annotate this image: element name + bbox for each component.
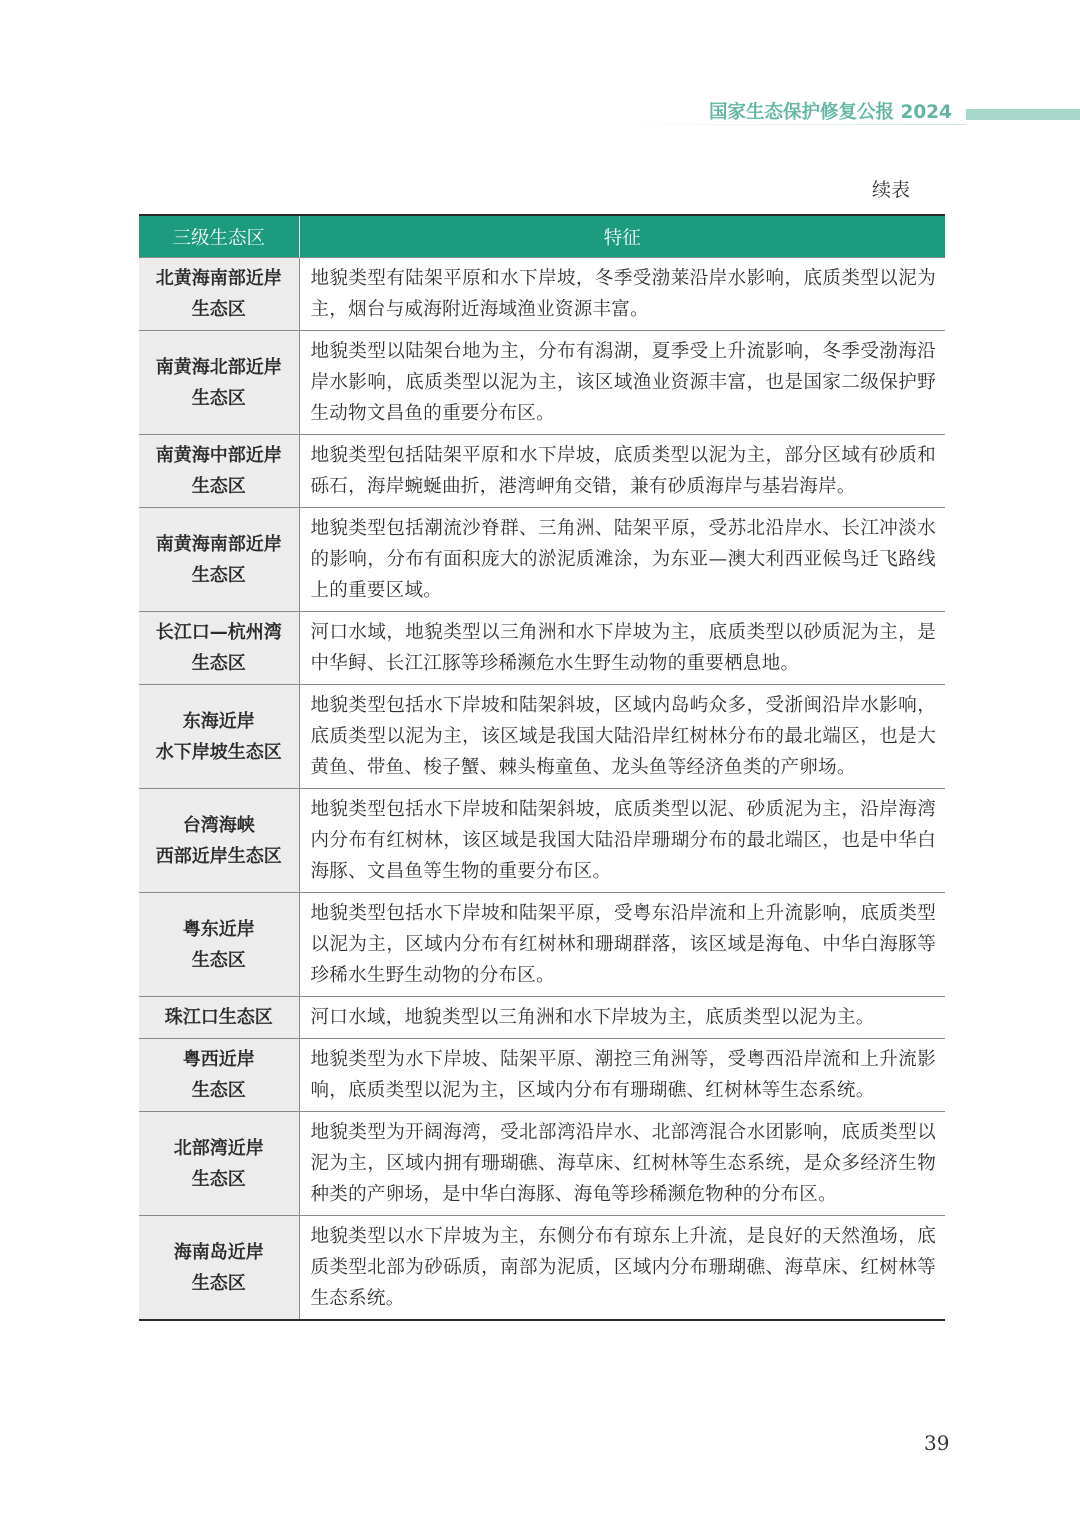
zone-name-cell	[139, 258, 299, 331]
zone-name-line: 粤西近岸	[182, 1049, 255, 1070]
zone-name-cell	[139, 331, 299, 435]
zone-name-line: 水下岸坡生态区	[155, 741, 282, 763]
zone-name-line: 生态区	[191, 387, 246, 409]
zone-name-line: 粤东近岸	[182, 918, 255, 940]
zone-name-line: 生态区	[191, 1168, 246, 1190]
feature-description-cell: 地貌类型为水下岸坡、陆架平原、潮控三角洲等，受粤西沿岸流和上升流影响，底质类型以泥为主，区域内分布有珊瑚礁、红树林等生态系统。	[299, 1039, 945, 1112]
zone-name-line: 南黄海中部近岸	[155, 445, 282, 466]
zone-name-line: 西部近岸生态区	[155, 845, 282, 867]
column-header-features: 特征	[299, 215, 945, 258]
zone-name-line: 生态区	[191, 949, 246, 971]
ecoregion-table	[139, 214, 945, 1321]
table-body	[139, 258, 945, 1321]
table-row	[139, 1112, 945, 1216]
table-row	[139, 789, 945, 893]
table-header-row	[139, 215, 945, 258]
zone-name-line: 珠江口生态区	[164, 1007, 273, 1028]
zone-name-cell	[139, 1216, 299, 1321]
table-row	[139, 893, 945, 997]
table-row	[139, 997, 945, 1039]
feature-description-cell: 地貌类型以水下岸坡为主，东侧分布有琼东上升流，是良好的天然渔场，底质类型北部为砂砾质，南部为泥质，区域内分布珊瑚礁、海草床、红树林等生态系统。	[299, 1216, 945, 1321]
feature-description-cell: 河口水域，地貌类型以三角洲和水下岸坡为主，底质类型以泥为主。	[299, 997, 945, 1039]
report-title: 国家生态保护修复公报 2024	[709, 102, 952, 123]
continued-label: 续表	[872, 179, 911, 201]
zone-name-cell	[139, 1112, 299, 1216]
zone-name-cell	[139, 508, 299, 612]
page-number: 39	[924, 1431, 950, 1455]
ecoregion-table-container	[139, 214, 945, 1321]
zone-name-cell	[139, 612, 299, 685]
feature-description-cell: 地貌类型包括陆架平原和水下岸坡，底质类型以泥为主，部分区域有砂质和砾石，海岸蜿蜒曲折，港湾岬角交错，兼有砂质海岸与基岩海岸。	[299, 435, 945, 508]
header-rule	[610, 124, 966, 125]
table-row	[139, 1216, 945, 1321]
feature-description-cell: 地貌类型有陆架平原和水下岸坡，冬季受渤莱沿岸水影响，底质类型以泥为主，烟台与威海附近海域渔业资源丰富。	[299, 258, 945, 331]
zone-name-line: 北黄海南部近岸	[155, 268, 282, 289]
zone-name-line: 生态区	[191, 653, 246, 674]
feature-description-cell: 河口水域，地貌类型以三角洲和水下岸坡为主，底质类型以砂质泥为主，是中华鲟、长江江豚等珍稀濒危水生野生动物的重要栖息地。	[299, 612, 945, 685]
zone-name-cell	[139, 435, 299, 508]
table-row	[139, 612, 945, 685]
zone-name-line: 生态区	[191, 1080, 246, 1101]
zone-name-line: 南黄海北部近岸	[155, 356, 282, 378]
table-row	[139, 1039, 945, 1112]
zone-name-cell	[139, 789, 299, 893]
feature-description-cell: 地貌类型为开阔海湾，受北部湾沿岸水、北部湾混合水团影响，底质类型以泥为主，区域内拥有珊瑚礁、海草床、红树林等生态系统，是众多经济生物种类的产卵场，是中华白海豚、海龟等珍稀濒危物种的分布区。	[299, 1112, 945, 1216]
zone-name-line: 北部湾近岸	[173, 1137, 264, 1159]
feature-description-cell: 地貌类型包括水下岸坡和陆架平原，受粤东沿岸流和上升流影响，底质类型以泥为主，区域内分布有红树林和珊瑚群落，该区域是海龟、中华白海豚等珍稀水生野生动物的分布区。	[299, 893, 945, 997]
zone-name-line: 生态区	[191, 1272, 246, 1294]
table-row	[139, 685, 945, 789]
zone-name-cell	[139, 997, 299, 1039]
zone-name-line: 海南岛近岸	[173, 1241, 264, 1263]
zone-name-cell	[139, 685, 299, 789]
feature-description-cell: 地貌类型包括水下岸坡和陆架斜坡，区域内岛屿众多，受浙闽沿岸水影响，底质类型以泥为主，该区域是我国大陆沿岸红树林分布的最北端区，也是大黄鱼、带鱼、梭子蟹、棘头梅童鱼、龙头鱼等经济鱼类的产卵场。	[299, 685, 945, 789]
zone-name-line: 东海近岸	[182, 710, 255, 732]
feature-description-cell: 地貌类型包括潮流沙脊群、三角洲、陆架平原，受苏北沿岸水、长江冲淡水的影响，分布有面积庞大的淤泥质滩涂，为东亚—澳大利西亚候鸟迁飞路线上的重要区域。	[299, 508, 945, 612]
table-row	[139, 508, 945, 612]
zone-name-line: 生态区	[191, 476, 246, 497]
table-row	[139, 258, 945, 331]
zone-name-line: 台湾海峡	[182, 814, 255, 836]
zone-name-line: 长江口—杭州湾	[155, 622, 282, 643]
feature-description-cell: 地貌类型包括水下岸坡和陆架斜坡，底质类型以泥、砂质泥为主，沿岸海湾内分布有红树林，该区域是我国大陆沿岸珊瑚分布的最北端区，也是中华白海豚、文昌鱼等生物的重要分布区。	[299, 789, 945, 893]
header-accent-band	[966, 109, 1080, 120]
zone-name-cell	[139, 1039, 299, 1112]
table-row	[139, 331, 945, 435]
column-header-zone: 三级生态区	[139, 215, 299, 258]
zone-name-cell	[139, 893, 299, 997]
zone-name-line: 生态区	[191, 564, 246, 586]
feature-description-cell: 地貌类型以陆架台地为主，分布有潟湖，夏季受上升流影响，冬季受渤海沿岸水影响，底质类型以泥为主，该区域渔业资源丰富，也是国家二级保护野生动物文昌鱼的重要分布区。	[299, 331, 945, 435]
table-row	[139, 435, 945, 508]
zone-name-line: 生态区	[191, 299, 246, 320]
zone-name-line: 南黄海南部近岸	[155, 533, 282, 555]
